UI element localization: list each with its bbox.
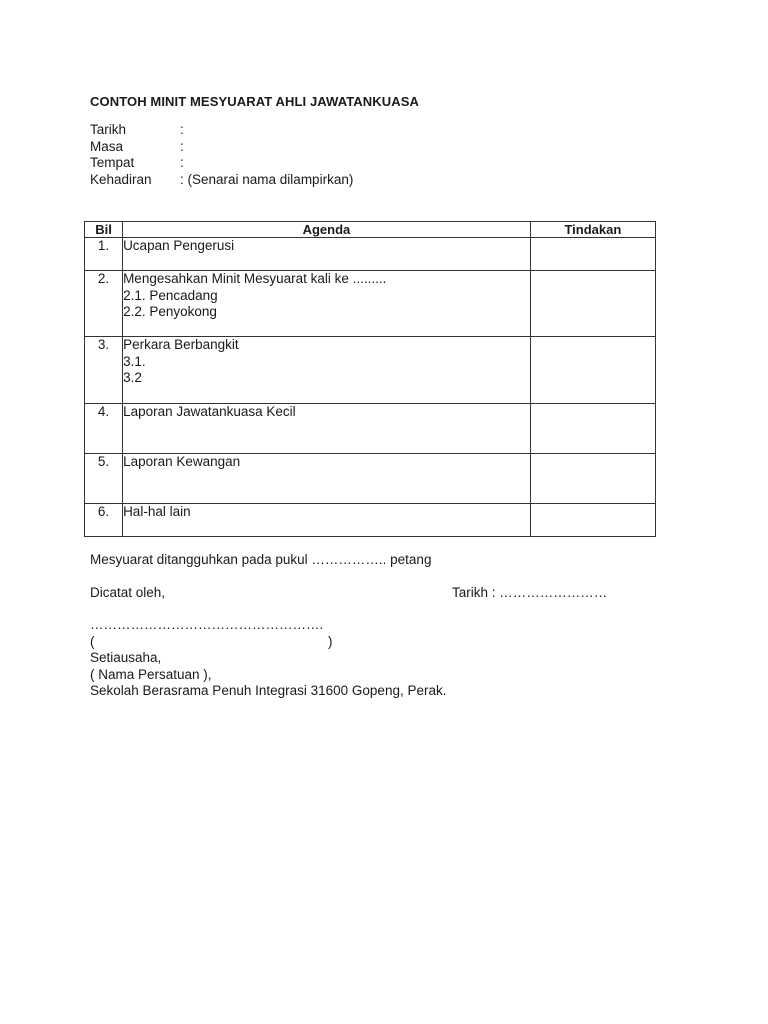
tindakan-cell [530, 404, 655, 454]
table-row [85, 271, 656, 337]
info-label: Tarikh [90, 122, 127, 137]
column-header-tindakan: Tindakan [530, 222, 655, 238]
column-header-agenda: Agenda [123, 222, 531, 238]
agenda-line: Mengesahkan Minit Mesyuarat kali ke ......... [123, 271, 387, 286]
table-row [85, 504, 656, 537]
agenda-cell [123, 238, 531, 271]
info-label: Kehadiran [90, 171, 152, 187]
info-row-kehadiran [90, 172, 353, 189]
bil-cell: 5. [85, 454, 123, 504]
agenda-line: 2.1. Pencadang [123, 287, 218, 303]
bil-cell: 4. [85, 404, 123, 454]
column-header-bil: Bil [85, 222, 123, 238]
name-close-bracket: ) [328, 633, 333, 649]
bil-cell: 2. [85, 271, 123, 337]
adjourned-text: Mesyuarat ditangguhkan pada pukul …………….. petang [90, 552, 432, 567]
info-row-tempat [90, 155, 353, 172]
agenda-line: Laporan Kewangan [123, 454, 241, 469]
table-row [85, 454, 656, 504]
info-value: : (Senarai nama dilampirkan) [180, 171, 354, 187]
info-row-masa [90, 139, 353, 156]
agenda-line: Hal-hal lain [123, 504, 191, 519]
info-row-tarikh [90, 122, 353, 139]
table-row [85, 238, 656, 271]
position-title: Setiausaha, [90, 650, 162, 665]
meeting-info [90, 122, 353, 188]
table-row [85, 337, 656, 404]
bil-cell: 6. [85, 504, 123, 537]
agenda-line: Ucapan Pengerusi [123, 238, 235, 253]
name-brackets [90, 634, 670, 651]
tindakan-cell [530, 271, 655, 337]
bil-cell: 3. [85, 337, 123, 404]
agenda-line: 3.1. [123, 353, 146, 369]
agenda-line: Laporan Jawatankuasa Kecil [123, 404, 296, 419]
table-row [85, 404, 656, 454]
tindakan-cell [530, 238, 655, 271]
association-name: ( Nama Persatuan ), [90, 666, 212, 682]
closing-section [90, 552, 670, 700]
signature-dots: ……………………………………………. [90, 617, 324, 632]
spacer [90, 569, 670, 585]
info-value: : [180, 138, 184, 154]
info-label: Masa [90, 138, 124, 154]
school-name: Sekolah Berasrama Penuh Integrasi 31600 Gopeng, Perak. [90, 683, 447, 698]
agenda-cell [123, 337, 531, 404]
agenda-line: 2.2. Penyokong [123, 304, 217, 319]
tindakan-cell [530, 337, 655, 404]
agenda-cell [123, 454, 531, 504]
recorded-by-row [90, 585, 670, 602]
agenda-line: 3.2 [123, 370, 142, 385]
info-value: : [180, 155, 184, 170]
document-title: CONTOH MINIT MESYUARAT AHLI JAWATANKUASA [90, 94, 419, 109]
agenda-line: Perkara Berbangkit [123, 337, 239, 352]
agenda-cell [123, 404, 531, 454]
info-value: : [180, 122, 184, 137]
tindakan-cell [530, 454, 655, 504]
bil-cell: 1. [85, 238, 123, 271]
spacer [90, 601, 670, 617]
agenda-table [84, 221, 656, 537]
name-open-bracket: ( [90, 633, 95, 649]
tindakan-cell [530, 504, 655, 537]
info-label: Tempat [90, 155, 135, 170]
table-header-row [85, 222, 656, 238]
recorded-by-label: Dicatat oleh, [90, 584, 166, 600]
record-date: Tarikh : …………………… [452, 584, 608, 600]
agenda-cell [123, 504, 531, 537]
agenda-cell [123, 271, 531, 337]
